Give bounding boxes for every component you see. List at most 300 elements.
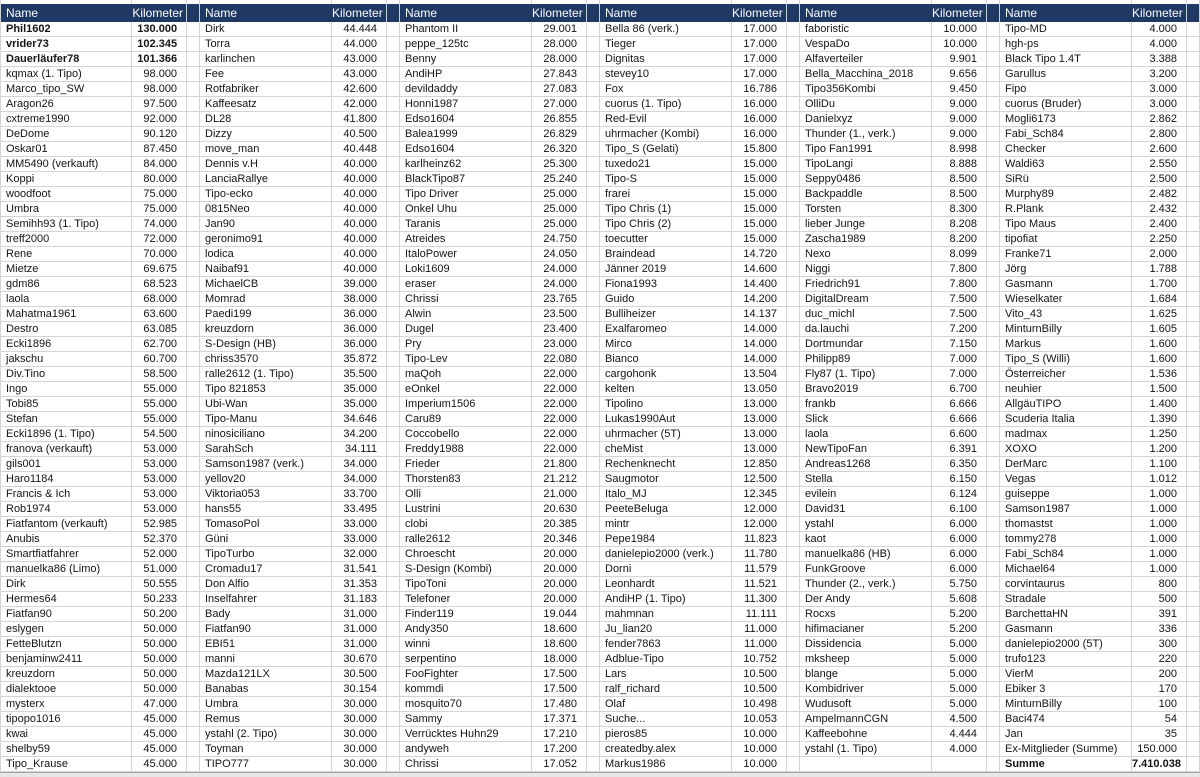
spacer-cell[interactable] — [987, 757, 1000, 772]
cell-name[interactable]: vrider73 — [1, 37, 132, 52]
spacer-cell[interactable] — [587, 112, 600, 127]
cell-km[interactable]: 50.000 — [132, 652, 187, 667]
cell-km[interactable]: 50.233 — [132, 592, 187, 607]
cell-km[interactable]: 62.700 — [132, 337, 187, 352]
cell-name[interactable]: Saugmotor — [600, 472, 732, 487]
cell-name[interactable]: benjaminw2411 — [1, 652, 132, 667]
cell-name[interactable]: mysterx — [1, 697, 132, 712]
spacer-cell[interactable] — [187, 442, 200, 457]
spacer-cell[interactable] — [587, 427, 600, 442]
cell-name[interactable]: uhrmacher (5T) — [600, 427, 732, 442]
cell-name[interactable]: Viktoria053 — [200, 487, 332, 502]
cell-name[interactable]: Mirco — [600, 337, 732, 352]
spacer-cell[interactable] — [1187, 442, 1200, 457]
spacer-cell[interactable] — [987, 547, 1000, 562]
spacer-cell[interactable] — [587, 337, 600, 352]
cell-name[interactable]: Tipo Maus — [1000, 217, 1132, 232]
cell-name[interactable]: Paedi199 — [200, 307, 332, 322]
cell-name[interactable]: Michael64 — [1000, 562, 1132, 577]
column-header-name[interactable]: Name — [205, 6, 238, 20]
cell-name[interactable]: blange — [800, 667, 932, 682]
cell-name[interactable]: MinturnBilly — [1000, 322, 1132, 337]
cell-km[interactable]: 5.000 — [932, 667, 987, 682]
cell-name[interactable]: AmpelmannCGN — [800, 712, 932, 727]
spacer-cell[interactable] — [987, 577, 1000, 592]
cell-km[interactable]: 30.000 — [332, 757, 387, 772]
cell-name[interactable]: DL28 — [200, 112, 332, 127]
spacer-cell[interactable] — [187, 202, 200, 217]
spacer-cell[interactable] — [1187, 337, 1200, 352]
cell-km[interactable]: 800 — [1132, 577, 1187, 592]
spacer-cell[interactable] — [987, 172, 1000, 187]
spacer-cell[interactable] — [787, 97, 800, 112]
cell-km[interactable]: 47.000 — [132, 697, 187, 712]
cell-km[interactable]: 30.500 — [332, 667, 387, 682]
spacer-cell[interactable] — [387, 427, 400, 442]
cell-km[interactable]: 50.200 — [132, 607, 187, 622]
cell-km[interactable]: 6.000 — [932, 532, 987, 547]
cell-name[interactable]: Fabi_Sch84 — [1000, 127, 1132, 142]
cell-km[interactable]: 31.000 — [332, 607, 387, 622]
spacer-cell[interactable] — [587, 622, 600, 637]
cell-name[interactable]: mintr — [600, 517, 732, 532]
spacer-cell[interactable] — [187, 262, 200, 277]
cell-km[interactable]: 27.843 — [532, 67, 587, 82]
cell-km[interactable]: 10.053 — [732, 712, 787, 727]
cell-name[interactable]: Vegas — [1000, 472, 1132, 487]
cell-km[interactable]: 36.000 — [332, 307, 387, 322]
cell-km[interactable]: 21.212 — [532, 472, 587, 487]
spacer-cell[interactable] — [187, 622, 200, 637]
cell-km[interactable]: 26.320 — [532, 142, 587, 157]
cell-name[interactable]: Italo_MJ — [600, 487, 732, 502]
cell-km[interactable]: 33.000 — [332, 517, 387, 532]
spacer-cell[interactable] — [587, 637, 600, 652]
spacer-cell[interactable] — [987, 112, 1000, 127]
cell-name[interactable]: Rocxs — [800, 607, 932, 622]
cell-km[interactable]: 25.240 — [532, 172, 587, 187]
cell-name[interactable]: ralle2612 (1. Tipo) — [200, 367, 332, 382]
spacer-cell[interactable] — [787, 457, 800, 472]
cell-name[interactable]: Rene — [1, 247, 132, 262]
spacer-cell[interactable] — [1187, 757, 1200, 772]
cell-km[interactable]: 18.600 — [532, 637, 587, 652]
cell-km[interactable]: 6.600 — [932, 427, 987, 442]
cell-km[interactable]: 24.750 — [532, 232, 587, 247]
cell-km[interactable]: 34.000 — [332, 457, 387, 472]
spacer-cell[interactable] — [1187, 397, 1200, 412]
spacer-cell[interactable] — [587, 412, 600, 427]
cell-km[interactable]: 16.000 — [732, 112, 787, 127]
cell-name[interactable]: Kaffeesatz — [200, 97, 332, 112]
cell-name[interactable]: Oskar01 — [1, 142, 132, 157]
cell-name[interactable]: Slick — [800, 412, 932, 427]
spacer-cell[interactable] — [1187, 307, 1200, 322]
cell-km[interactable]: 20.000 — [532, 592, 587, 607]
cell-km[interactable]: 14.200 — [732, 292, 787, 307]
spacer-cell[interactable] — [187, 727, 200, 742]
cell-km[interactable]: 33.700 — [332, 487, 387, 502]
cell-km[interactable]: 40.000 — [332, 157, 387, 172]
cell-km[interactable]: 2.000 — [1132, 247, 1187, 262]
cell-km[interactable]: 101.366 — [132, 52, 187, 67]
cell-name[interactable]: laola — [1, 292, 132, 307]
cell-name[interactable]: andyweh — [400, 742, 532, 757]
spacer-cell[interactable] — [387, 67, 400, 82]
cell-km[interactable]: 50.000 — [132, 667, 187, 682]
column-header-kilometer[interactable]: Kilometer — [1132, 4, 1187, 22]
cell-km[interactable]: 17.500 — [532, 682, 587, 697]
cell-name[interactable]: Toyman — [200, 742, 332, 757]
spacer-cell[interactable] — [787, 577, 800, 592]
cell-name[interactable]: Fipo — [1000, 82, 1132, 97]
cell-name[interactable]: AndiHP (1. Tipo) — [600, 592, 732, 607]
spacer-cell[interactable] — [787, 727, 800, 742]
spacer-cell[interactable] — [187, 337, 200, 352]
cell-name[interactable]: move_man — [200, 142, 332, 157]
cell-km[interactable]: 40.448 — [332, 142, 387, 157]
cell-km[interactable]: 74.000 — [132, 217, 187, 232]
spacer-cell[interactable] — [387, 457, 400, 472]
cell-name[interactable]: cuorus (Bruder) — [1000, 97, 1132, 112]
spacer-cell[interactable] — [187, 652, 200, 667]
cell-km[interactable]: 9.450 — [932, 82, 987, 97]
cell-km[interactable]: 33.000 — [332, 532, 387, 547]
spacer-cell[interactable] — [587, 22, 600, 37]
cell-km[interactable]: 9.000 — [932, 97, 987, 112]
spacer-cell[interactable] — [787, 667, 800, 682]
cell-km[interactable]: 32.000 — [332, 547, 387, 562]
cell-km[interactable]: 68.523 — [132, 277, 187, 292]
spacer-cell[interactable] — [187, 607, 200, 622]
cell-name[interactable]: Wudusoft — [800, 697, 932, 712]
cell-km[interactable]: 13.050 — [732, 382, 787, 397]
cell-name[interactable]: Mietze — [1, 262, 132, 277]
spacer-cell[interactable] — [187, 232, 200, 247]
spacer-cell[interactable] — [1187, 532, 1200, 547]
cell-name[interactable]: tipopo1016 — [1, 712, 132, 727]
cell-name[interactable]: Tipo_S (Gelati) — [600, 142, 732, 157]
cell-name[interactable]: ystahl (1. Tipo) — [800, 742, 932, 757]
spacer-cell[interactable] — [987, 442, 1000, 457]
cell-km[interactable]: 84.000 — [132, 157, 187, 172]
cell-name[interactable]: Andreas1268 — [800, 457, 932, 472]
cell-name[interactable]: maQoh — [400, 367, 532, 382]
cell-km[interactable]: 3.000 — [1132, 97, 1187, 112]
cell-name[interactable]: Dauerläufer78 — [1, 52, 132, 67]
cell-km[interactable]: 23.000 — [532, 337, 587, 352]
spacer-cell[interactable] — [987, 727, 1000, 742]
spacer-cell[interactable] — [587, 547, 600, 562]
cell-name[interactable]: Tobi85 — [1, 397, 132, 412]
cell-name[interactable]: faboristic — [800, 22, 932, 37]
cell-km[interactable]: 5.200 — [932, 622, 987, 637]
spacer-cell[interactable] — [587, 757, 600, 772]
cell-name[interactable]: cxtreme1990 — [1, 112, 132, 127]
cell-name[interactable]: Ex-Mitglieder (Summe) — [1000, 742, 1132, 757]
cell-km[interactable]: 34.000 — [332, 472, 387, 487]
cell-km[interactable]: 34.111 — [332, 442, 387, 457]
cell-km[interactable]: 41.800 — [332, 112, 387, 127]
cell-km[interactable]: 9.000 — [932, 112, 987, 127]
cell-name[interactable]: Murphy89 — [1000, 187, 1132, 202]
spacer-cell[interactable] — [1187, 232, 1200, 247]
spacer-cell[interactable] — [187, 247, 200, 262]
cell-km[interactable]: 63.085 — [132, 322, 187, 337]
cell-name[interactable]: winni — [400, 637, 532, 652]
cell-km[interactable]: 12.000 — [732, 517, 787, 532]
spacer-cell[interactable] — [987, 97, 1000, 112]
spacer-cell[interactable] — [187, 307, 200, 322]
cell-km[interactable]: 53.000 — [132, 472, 187, 487]
cell-name[interactable]: Ubi-Wan — [200, 397, 332, 412]
cell-km[interactable]: 6.700 — [932, 382, 987, 397]
spacer-cell[interactable] — [987, 337, 1000, 352]
spacer-cell[interactable] — [1187, 607, 1200, 622]
spacer-cell[interactable] — [787, 382, 800, 397]
cell-name[interactable]: kaot — [800, 532, 932, 547]
cell-km[interactable]: 2.550 — [1132, 157, 1187, 172]
cell-km[interactable]: 53.000 — [132, 502, 187, 517]
spacer-cell[interactable] — [787, 562, 800, 577]
spacer-cell[interactable] — [587, 472, 600, 487]
spacer-cell[interactable] — [1187, 502, 1200, 517]
spacer-cell[interactable] — [387, 337, 400, 352]
cell-name[interactable]: ItaloPower — [400, 247, 532, 262]
cell-km[interactable]: 7.410.038 — [1132, 757, 1187, 772]
spacer-cell[interactable] — [1187, 37, 1200, 52]
spacer-cell[interactable] — [1187, 697, 1200, 712]
cell-name[interactable]: madmax — [1000, 427, 1132, 442]
spacer-cell[interactable] — [787, 742, 800, 757]
spacer-cell[interactable] — [987, 412, 1000, 427]
cell-km[interactable]: 170 — [1132, 682, 1187, 697]
spacer-cell[interactable] — [787, 607, 800, 622]
cell-km[interactable]: 7.800 — [932, 262, 987, 277]
cell-km[interactable]: 25.000 — [532, 202, 587, 217]
spacer-cell[interactable] — [387, 37, 400, 52]
cell-km[interactable]: 92.000 — [132, 112, 187, 127]
spacer-cell[interactable] — [787, 322, 800, 337]
spacer-cell[interactable] — [187, 502, 200, 517]
spacer-cell[interactable] — [387, 637, 400, 652]
spacer-cell[interactable] — [787, 397, 800, 412]
spacer-cell[interactable] — [587, 592, 600, 607]
spacer-cell[interactable] — [1187, 217, 1200, 232]
spacer-cell[interactable] — [187, 367, 200, 382]
cell-km[interactable]: 2.500 — [1132, 172, 1187, 187]
cell-name[interactable]: Samson1987 (verk.) — [200, 457, 332, 472]
cell-name[interactable]: trufo123 — [1000, 652, 1132, 667]
cell-km[interactable]: 5.000 — [932, 652, 987, 667]
cell-name[interactable]: Tieger — [600, 37, 732, 52]
cell-km[interactable]: 17.000 — [732, 67, 787, 82]
spacer-cell[interactable] — [787, 262, 800, 277]
cell-km[interactable]: 6.666 — [932, 397, 987, 412]
spacer-cell[interactable] — [787, 442, 800, 457]
spacer-cell[interactable] — [987, 157, 1000, 172]
spacer-cell[interactable] — [787, 352, 800, 367]
spacer-cell[interactable] — [387, 217, 400, 232]
cell-name[interactable]: Markus1986 — [600, 757, 732, 772]
cell-km[interactable]: 29.001 — [532, 22, 587, 37]
cell-name[interactable]: Baci474 — [1000, 712, 1132, 727]
cell-km[interactable]: 23.765 — [532, 292, 587, 307]
spacer-cell[interactable] — [987, 622, 1000, 637]
cell-name[interactable]: Stella — [800, 472, 932, 487]
spacer-cell[interactable] — [1187, 277, 1200, 292]
cell-km[interactable]: 150.000 — [1132, 742, 1187, 757]
spacer-cell[interactable] — [1187, 637, 1200, 652]
cell-name[interactable]: Honni1987 — [400, 97, 532, 112]
cell-km[interactable]: 14.137 — [732, 307, 787, 322]
spacer-cell[interactable] — [987, 82, 1000, 97]
spacer-cell[interactable] — [587, 247, 600, 262]
cell-km[interactable]: 19.044 — [532, 607, 587, 622]
cell-name[interactable]: Braindead — [600, 247, 732, 262]
cell-km[interactable]: 54 — [1132, 712, 1187, 727]
cell-name[interactable]: Thunder (1., verk.) — [800, 127, 932, 142]
spacer-cell[interactable] — [587, 442, 600, 457]
spacer-cell[interactable] — [387, 667, 400, 682]
spacer-cell[interactable] — [1187, 382, 1200, 397]
column-header-name[interactable]: Name — [6, 6, 39, 20]
cell-name[interactable]: PeeteBeluga — [600, 502, 732, 517]
cell-km[interactable]: 8.300 — [932, 202, 987, 217]
spacer-cell[interactable] — [387, 757, 400, 772]
cell-name[interactable]: TipoLangi — [800, 157, 932, 172]
cell-name[interactable]: kreuzdorn — [200, 322, 332, 337]
cell-km[interactable]: 15.000 — [732, 217, 787, 232]
cell-name[interactable]: Benny — [400, 52, 532, 67]
cell-km[interactable]: 5.200 — [932, 607, 987, 622]
cell-name[interactable]: Checker — [1000, 142, 1132, 157]
cell-km[interactable]: 22.000 — [532, 397, 587, 412]
cell-km[interactable]: 50.000 — [132, 637, 187, 652]
column-header-kilometer[interactable]: Kilometer — [132, 4, 187, 22]
cell-km[interactable]: 26.855 — [532, 112, 587, 127]
cell-name[interactable]: Niggi — [800, 262, 932, 277]
cell-km[interactable]: 51.000 — [132, 562, 187, 577]
spacer-cell[interactable] — [387, 202, 400, 217]
cell-km[interactable]: 54.500 — [132, 427, 187, 442]
cell-km[interactable]: 40.000 — [332, 232, 387, 247]
cell-km[interactable]: 69.675 — [132, 262, 187, 277]
spacer-cell[interactable] — [187, 457, 200, 472]
spacer-cell[interactable] — [187, 427, 200, 442]
cell-km[interactable]: 21.000 — [532, 487, 587, 502]
cell-km[interactable]: 17.000 — [732, 37, 787, 52]
spacer-cell[interactable] — [387, 157, 400, 172]
cell-km[interactable]: 500 — [1132, 592, 1187, 607]
spacer-cell[interactable] — [587, 577, 600, 592]
spacer-cell[interactable] — [987, 517, 1000, 532]
spacer-cell[interactable] — [587, 367, 600, 382]
cell-km[interactable]: 7.800 — [932, 277, 987, 292]
spacer-cell[interactable] — [987, 742, 1000, 757]
column-header-name[interactable]: Name — [605, 6, 638, 20]
cell-name[interactable]: Garullus — [1000, 67, 1132, 82]
spacer-cell[interactable] — [787, 217, 800, 232]
spacer-cell[interactable] — [787, 187, 800, 202]
cell-km[interactable]: 15.800 — [732, 142, 787, 157]
cell-name[interactable]: Dugel — [400, 322, 532, 337]
cell-km[interactable]: 31.541 — [332, 562, 387, 577]
cell-name[interactable]: Gasmann — [1000, 622, 1132, 637]
cell-km[interactable]: 1.788 — [1132, 262, 1187, 277]
cell-km[interactable]: 30.000 — [332, 742, 387, 757]
cell-km[interactable]: 20.000 — [532, 547, 587, 562]
cell-name[interactable]: Edso1604 — [400, 112, 532, 127]
cell-km[interactable]: 16.000 — [732, 97, 787, 112]
spacer-cell[interactable] — [1187, 127, 1200, 142]
cell-name[interactable]: Remus — [200, 712, 332, 727]
cell-km[interactable]: 25.000 — [532, 187, 587, 202]
cell-km[interactable]: 1.600 — [1132, 337, 1187, 352]
cell-km[interactable]: 17.000 — [732, 22, 787, 37]
cell-name[interactable]: danielepio2000 (verk.) — [600, 547, 732, 562]
cell-name[interactable]: Black Tipo 1.4T — [1000, 52, 1132, 67]
cell-km[interactable]: 20.000 — [532, 562, 587, 577]
cell-name[interactable]: hifimacianer — [800, 622, 932, 637]
cell-name[interactable]: Ebiker 3 — [1000, 682, 1132, 697]
spacer-cell[interactable] — [987, 322, 1000, 337]
spacer-cell[interactable] — [387, 727, 400, 742]
spacer-cell[interactable] — [987, 697, 1000, 712]
spacer-cell[interactable] — [387, 52, 400, 67]
cell-km[interactable]: 43.000 — [332, 67, 387, 82]
cell-name[interactable]: Waldi63 — [1000, 157, 1132, 172]
cell-km[interactable]: 25.000 — [532, 217, 587, 232]
spacer-cell[interactable] — [1187, 652, 1200, 667]
cell-name[interactable]: Fox — [600, 82, 732, 97]
cell-km[interactable]: 53.000 — [132, 487, 187, 502]
column-header-name[interactable]: Name — [1005, 6, 1038, 20]
cell-km[interactable]: 52.985 — [132, 517, 187, 532]
spacer-cell[interactable] — [187, 667, 200, 682]
cell-name[interactable]: NewTipoFan — [800, 442, 932, 457]
cell-name[interactable]: Marco_tipo_SW — [1, 82, 132, 97]
spacer-cell[interactable] — [987, 232, 1000, 247]
spacer-cell[interactable] — [1187, 412, 1200, 427]
cell-name[interactable]: da.lauchi — [800, 322, 932, 337]
spacer-cell[interactable] — [787, 697, 800, 712]
spacer-cell[interactable] — [387, 247, 400, 262]
cell-name[interactable]: Tipo-ecko — [200, 187, 332, 202]
spacer-cell[interactable] — [387, 622, 400, 637]
cell-km[interactable]: 45.000 — [132, 712, 187, 727]
spacer-cell[interactable] — [387, 442, 400, 457]
spacer-cell[interactable] — [387, 502, 400, 517]
spacer-cell[interactable] — [387, 742, 400, 757]
spacer-cell[interactable] — [787, 637, 800, 652]
spacer-cell[interactable] — [587, 502, 600, 517]
cell-name[interactable]: ystahl — [800, 517, 932, 532]
spacer-cell[interactable] — [387, 232, 400, 247]
cell-km[interactable]: 17.210 — [532, 727, 587, 742]
cell-name[interactable]: SiRü — [1000, 172, 1132, 187]
cell-km[interactable]: 6.666 — [932, 412, 987, 427]
spacer-cell[interactable] — [987, 367, 1000, 382]
cell-name[interactable]: Summe — [1000, 757, 1132, 772]
cell-km[interactable]: 52.000 — [132, 547, 187, 562]
cell-km[interactable]: 10.752 — [732, 652, 787, 667]
cell-name[interactable]: Atreides — [400, 232, 532, 247]
cell-name[interactable]: Phil1602 — [1, 22, 132, 37]
spacer-cell[interactable] — [1187, 112, 1200, 127]
cell-name[interactable]: DerMarc — [1000, 457, 1132, 472]
cell-km[interactable]: 2.482 — [1132, 187, 1187, 202]
